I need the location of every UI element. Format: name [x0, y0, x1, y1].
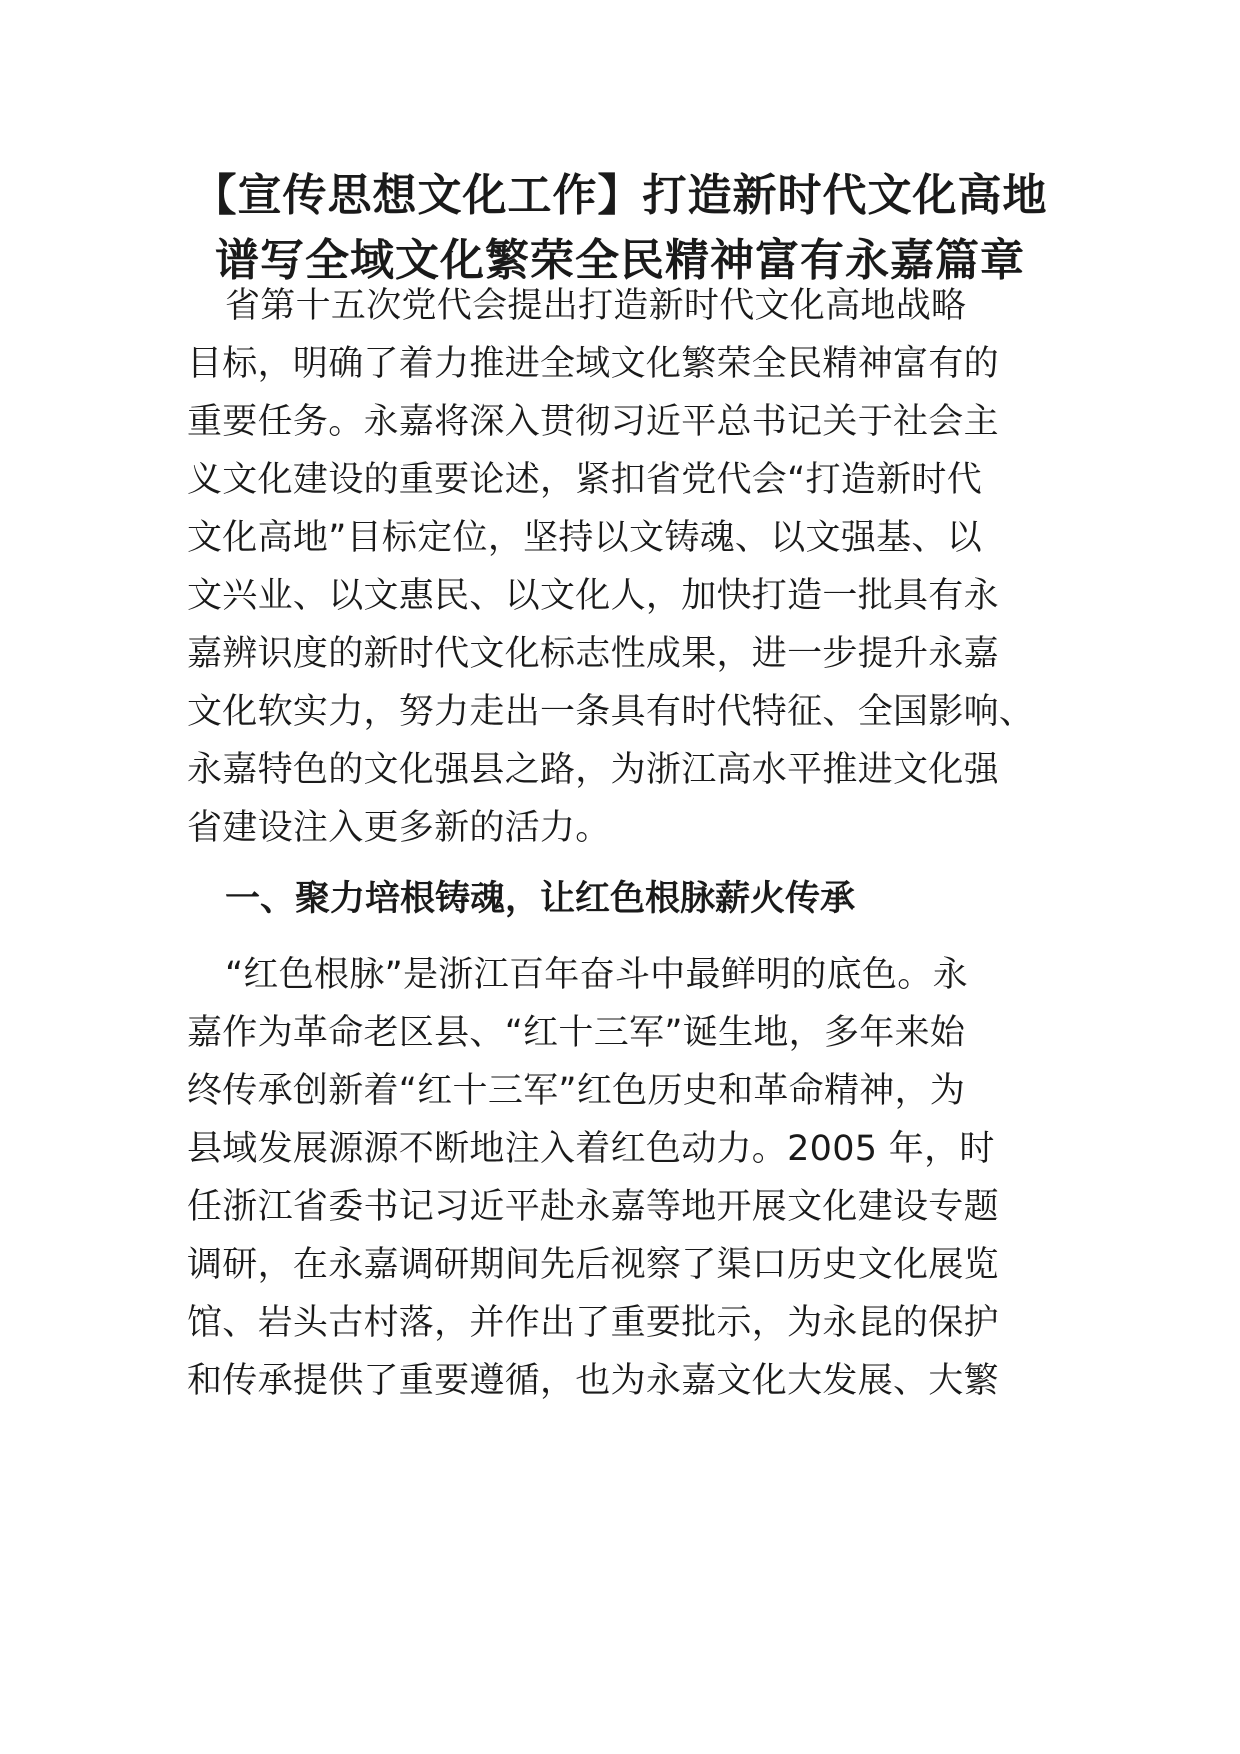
paragraph-1-line: 目标，明确了着力推进全域文化繁荣全民精神富有的 — [187, 344, 999, 384]
paragraph-1-line: 文兴业、以文惠民、以文化人，加快打造一批具有永 — [187, 576, 999, 616]
paragraph-1-line: 省建设注入更多新的活力。 — [187, 808, 611, 848]
paragraph-2-line: 任浙江省委书记习近平赴永嘉等地开展文化建设专题 — [187, 1187, 999, 1227]
paragraph-2-line: 和传承提供了重要遵循，也为永嘉文化大发展、大繁 — [187, 1361, 999, 1401]
document-title-line-1: 【宣传思想文化工作】打造新时代文化高地 — [192, 170, 1048, 221]
paragraph-1-line: 文化软实力，努力走出一条具有时代特征、全国影响、 — [187, 692, 1035, 732]
paragraph-1-line: 重要任务。永嘉将深入贯彻习近平总书记关于社会主 — [187, 402, 999, 442]
document-title-line-2: 谱写全域文化繁荣全民精神富有永嘉篇章 — [215, 235, 1025, 286]
paragraph-2-line: 馆、岩头古村落，并作出了重要批示，为永昆的保护 — [187, 1303, 999, 1343]
paragraph-2-line: “红色根脉”是浙江百年奋斗中最鲜明的底色。永 — [225, 955, 968, 995]
section-heading: 一、聚力培根铸魂，让红色根脉薪火传承 — [225, 878, 856, 919]
paragraph-1-line: 义文化建设的重要论述，紧扣省党代会“打造新时代 — [187, 460, 983, 500]
paragraph-2-line: 调研，在永嘉调研期间先后视察了渠口历史文化展览 — [187, 1245, 999, 1285]
paragraph-1-line: 嘉辨识度的新时代文化标志性成果，进一步提升永嘉 — [187, 634, 999, 674]
paragraph-2-line: 嘉作为革命老区县、“红十三军”诞生地，多年来始 — [187, 1013, 966, 1053]
paragraph-1-line: 文化高地”目标定位，坚持以文铸魂、以文强基、以 — [187, 518, 983, 558]
paragraph-1-line: 永嘉特色的文化强县之路，为浙江高水平推进文化强 — [187, 750, 999, 790]
paragraph-2-line: 终传承创新着“红十三军”红色历史和革命精神，为 — [187, 1071, 966, 1111]
paragraph-1-line: 省第十五次党代会提出打造新时代文化高地战略 — [225, 286, 967, 326]
paragraph-2-line: 县域发展源源不断地注入着红色动力。2005 年，时 — [187, 1129, 995, 1169]
